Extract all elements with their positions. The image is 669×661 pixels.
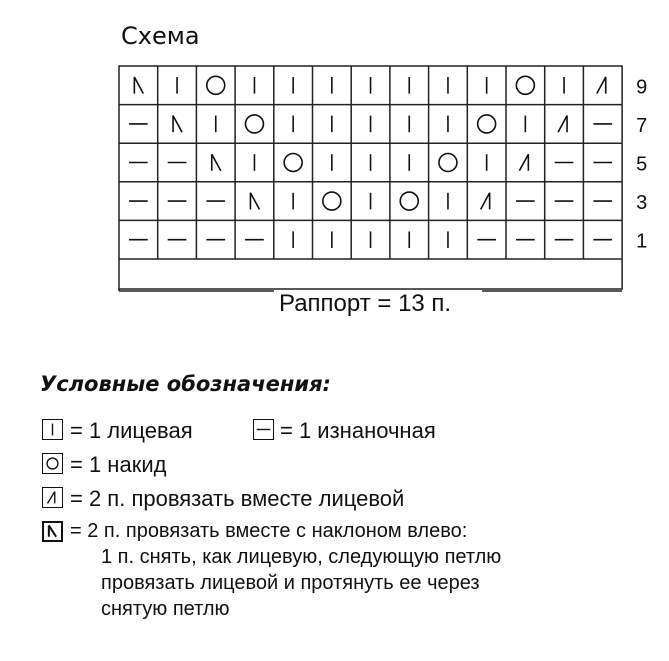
- legend-skpo-line4: снятую петлю: [101, 598, 230, 620]
- skpo-stitch-r3-c4: [250, 193, 259, 210]
- repeat-label: Раппорт = 13 п.: [279, 290, 452, 317]
- legend-purl-text: = 1 изнаночная: [280, 418, 436, 443]
- yarn-over-stitch-r7-c4: [245, 115, 263, 133]
- chart-title: Схема: [121, 22, 200, 50]
- slip-knit-pass-over-icon: [42, 521, 63, 542]
- yarn-over-stitch-r7-c10: [478, 115, 496, 133]
- legend-yo-text: = 1 накид: [70, 452, 167, 477]
- k2tog-stitch-r5-c11: [519, 154, 528, 171]
- yarn-over-icon: [42, 453, 63, 474]
- skpo-stitch-r9-c1: [134, 77, 143, 94]
- yarn-over-stitch-r3-c8: [400, 192, 418, 210]
- row-number-1: 1: [636, 230, 648, 253]
- legend-skpo-line2: 1 п. снять, как лицевую, следующую петлю: [101, 546, 502, 568]
- knit-stitch-icon: [42, 419, 63, 440]
- chart-grid-lines: [119, 66, 622, 289]
- skpo-stitch-r5-c3: [212, 154, 221, 171]
- legend-skpo-line1: = 2 п. провязать вместе с наклоном влево:: [70, 520, 468, 542]
- k2tog-stitch-r7-c12: [558, 116, 567, 133]
- yarn-over-stitch-r5-c9: [439, 154, 457, 172]
- legend-title: Условные обозначения:: [40, 372, 331, 396]
- yarn-over-stitch-r9-c11: [516, 76, 534, 94]
- purl-stitch-icon: [253, 419, 274, 440]
- row-number-7: 7: [636, 114, 648, 137]
- knitting-chart: [0, 0, 669, 330]
- legend-skpo-line3: провязать лицевой и протянуть ее через: [101, 572, 480, 594]
- row-number-9: 9: [636, 76, 648, 99]
- legend-k2tog-text: = 2 п. провязать вместе лицевой: [70, 486, 405, 511]
- skpo-stitch-r7-c2: [173, 116, 182, 133]
- yarn-over-stitch-r5-c5: [284, 154, 302, 172]
- legend-knit-text: = 1 лицевая: [70, 418, 193, 443]
- yarn-over-stitch-r9-c3: [207, 76, 225, 94]
- knit-two-together-icon: [42, 487, 63, 508]
- row-number-5: 5: [636, 153, 648, 176]
- k2tog-stitch-r9-c13: [597, 77, 606, 94]
- yarn-over-stitch-r3-c6: [323, 192, 341, 210]
- k2tog-stitch-r3-c10: [481, 193, 490, 210]
- row-number-3: 3: [636, 192, 648, 215]
